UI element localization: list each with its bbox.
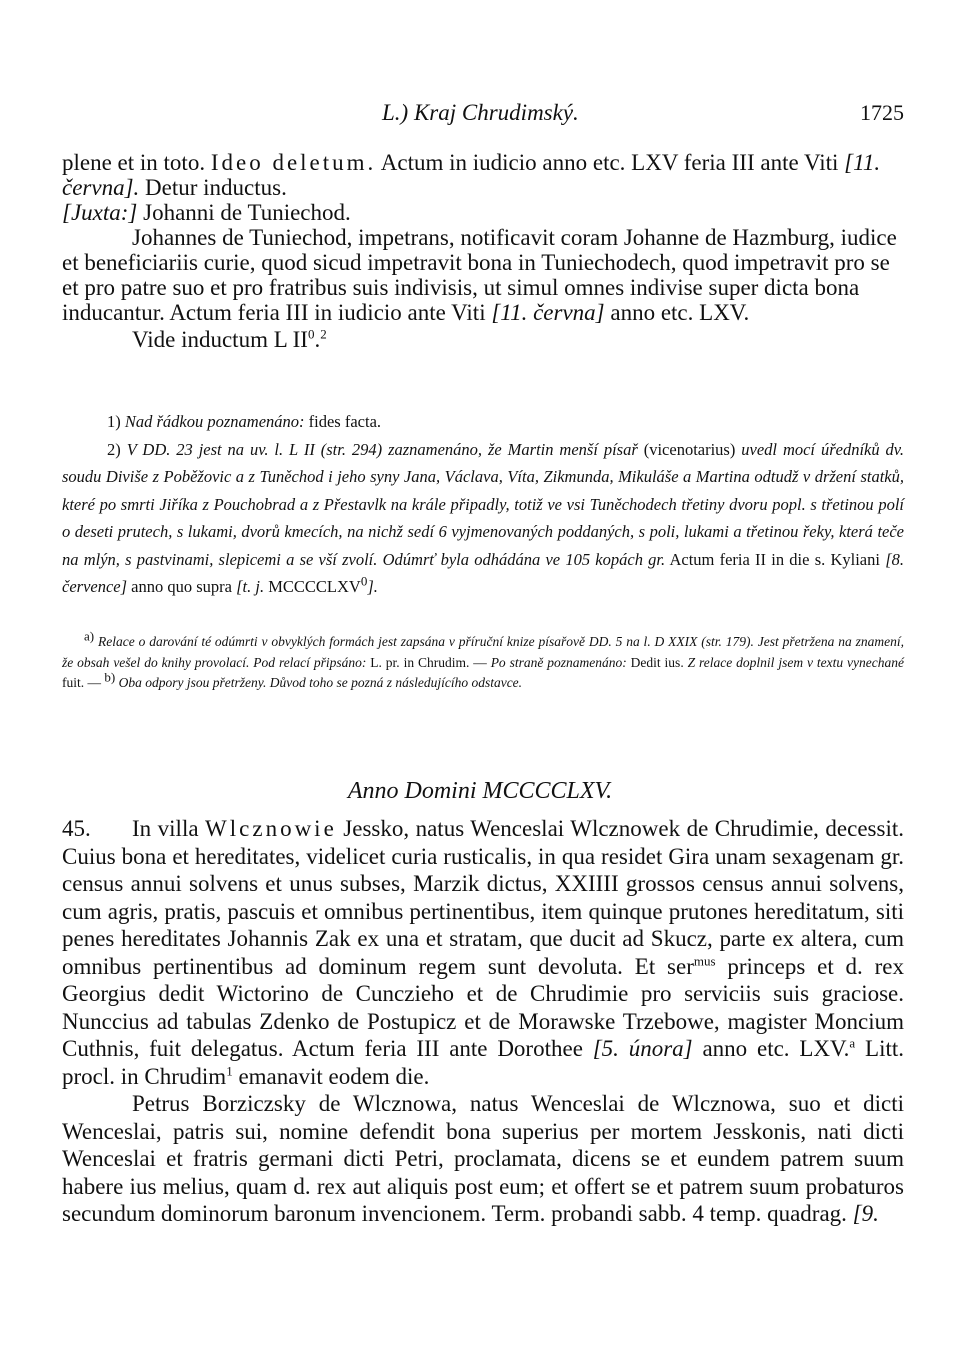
top-text-block xyxy=(62,150,904,352)
text-run: anno etc. LXV. xyxy=(692,1036,850,1061)
text-run: emanavit eodem die. xyxy=(232,1063,430,1089)
superscript: mus xyxy=(693,952,716,968)
note-mark: a) xyxy=(84,628,95,644)
text-run: anno quo supra xyxy=(127,577,237,596)
footnote-1 xyxy=(62,408,904,436)
vide-line xyxy=(132,327,904,352)
italic-date: [11. června] xyxy=(491,300,605,325)
italic-text: ]. xyxy=(367,577,378,596)
text-run: princeps et d. rex Georgius dedit Wictorino de Cunczieho et de Chrudimie pro serviciis suis graciose. Nunccius ad tabulas Zdenko de Postupicz et de Morawske Trzebowe, magister Moncium Cuthnis, fuit delegatus. Actum feria III ante Dorothee xyxy=(62,953,904,1061)
italic-text: V DD. 23 jest na uv. l. L II (str. 294) zaznamenáno, že Martin menší písař xyxy=(126,439,638,459)
italic-text: Relace o darování té odúmrti v obvyklých formách jest zapsána v příruční knize písařově DD. 5 na l. D XXIX (str. 179). Jest přetržena na znamení, že obsah vešel do knihy provolací. Pod relací připsáno: xyxy=(62,634,905,670)
italic-date: [11. června]. xyxy=(62,150,881,200)
superscript: 0 xyxy=(307,326,315,342)
text-run: Litt. procl. in Chrudim xyxy=(62,1036,904,1089)
juxta-name: Johanni de Tuniechod. xyxy=(137,200,351,225)
top-paragraph-1 xyxy=(62,150,904,200)
running-head xyxy=(62,100,904,130)
running-head-title: L.) Kraj Chrudimský. xyxy=(382,100,579,125)
text-run: (vicenotarius) xyxy=(637,439,742,459)
juxta-line xyxy=(62,200,904,225)
footnote-mark: 1) xyxy=(107,412,121,431)
italic-date: [5. února] xyxy=(592,1036,693,1061)
text-run: . xyxy=(314,327,321,352)
text-run: L. pr. in Chrudim. — xyxy=(366,654,491,670)
text-run: Detur inductus. xyxy=(139,175,287,200)
italic-text: [t. j. xyxy=(236,577,265,596)
italic-text: Nad řádkou poznamenáno: xyxy=(124,412,305,431)
text-run: Johannes de Tuniechod, impetrans, notificavit coram Johanne de Hazmburg, iudice et beneficiariis curie, quod sicud impetravit bona in Tuniechodech, quod impetravit pro se et pro patre suo et pro fratribus suis indivisis, ut simul omnes indivise super dicta bona inducantur. Actum feria III in iudicio ante Viti xyxy=(62,225,897,325)
footnote-ref: 2 xyxy=(320,326,327,342)
text-run: Vide inductum L II xyxy=(132,327,308,352)
footnote-2 xyxy=(62,436,904,601)
italic-date: [9. xyxy=(852,1201,879,1226)
text-run: In villa xyxy=(132,816,206,841)
superscript: 0 xyxy=(360,573,368,589)
spaced-text: Ideo deletum. xyxy=(210,150,377,175)
entry-45 xyxy=(62,815,904,1090)
text-run: fuit. — xyxy=(62,675,101,690)
note-mark: b) xyxy=(104,669,116,685)
text-run: Jessko, natus Wenceslai Wlcznowek de Chrudimie, decessit. Cuius bona et hereditates, videlicet curia rusticalis, in qua residet Gira unam sexagenam gr. census annui solvens et unus subses, Marzik dictus, XXIIII grossos census annui solvens, cum agris, pratis, pascuis et omnibus pertinentibus, item quinque prutones hereditatum, siti penes hereditates Johannis Zak ex una et stratam, que ducit ad Skucz, parte ex altera, cum omnibus pertinentibus ad dominum regem sunt devoluta. Et ser xyxy=(62,816,904,979)
text-run: anno etc. LXV. xyxy=(604,300,750,325)
note-ref: a xyxy=(849,1035,856,1051)
text-run: Actum feria II in die s. Kyliani xyxy=(665,549,886,569)
spaced-text: Wlcznowie xyxy=(205,816,337,841)
juxta-label: [Juxta:] xyxy=(62,200,138,225)
text-run: MCCCCLXV xyxy=(264,577,361,596)
italic-text: Po straně poznamenáno: xyxy=(490,654,627,670)
footnote-ref: 1 xyxy=(226,1062,233,1078)
footnotes xyxy=(62,408,904,601)
italic-text: Z relace doplnil jsem v textu vynechané xyxy=(687,654,904,670)
text-run: fides facta. xyxy=(304,412,382,431)
text-run: Dedit ius. xyxy=(626,654,688,670)
text-run: Actum in iudicio anno etc. LXV feria III ante Viti xyxy=(376,150,845,175)
entry-number: 45. xyxy=(62,816,91,841)
italic-text: Oba odpory jsou přetrženy. Důvod toho se pozná z následujícího odstavce. xyxy=(118,675,523,690)
footnote-mark: 2) xyxy=(107,439,121,459)
section-heading: Anno Domini MCCCCLXV. xyxy=(347,778,613,804)
italic-date: [8. července] xyxy=(62,549,904,596)
critical-note-a xyxy=(62,628,905,694)
text-run: plene et in toto. xyxy=(62,150,211,175)
critical-apparatus xyxy=(62,628,905,694)
text-run: Petrus Borziczsky de Wlcznowa, natus Wenceslai de Wlcznowa, suo et dicti Wenceslai, patris sui, nomine defendit bona superius per mortem Jesskonis, nati dicti Wenceslai et fratris germani dicti Petri, proclamata, dicens se et eundem patrem suum habere ius melius, quam d. rex aut aliquis post eum; et offert se et patrem suum probaturos secundum dominorum baronum invencionem. Term. probandi sabb. 4 temp. quadrag. xyxy=(62,1091,904,1226)
page-number: 1725 xyxy=(860,100,904,125)
entry-45-defense xyxy=(62,1090,904,1228)
italic-text: uvedl mocí úředníků dv. soudu Diviše z Poběžovic a z Tuněchod i jeho syny Jana, Václava, Víta, Zikmunda, Mikuláše a Martina odtudž v držení statků, které po smrti Jiříka z Pouchobrad a z Přestavlk na krále připadly, totiž ve vsi Tuněchodech třetiny dvoru popl. s třetinou polí o deseti prutech, s lukami, dvorů kmecích, na nichž sedí 6 vyjmenovaných poddaných, s poli, lukami a třetinou řeky, která teče na mlýn, s pastvinami, slepicemi a se vší zvolí. Odúmrť byla odhádána ve 105 kopách gr. xyxy=(62,439,905,569)
main-text-block xyxy=(62,815,904,1228)
top-paragraph-2 xyxy=(62,225,904,325)
